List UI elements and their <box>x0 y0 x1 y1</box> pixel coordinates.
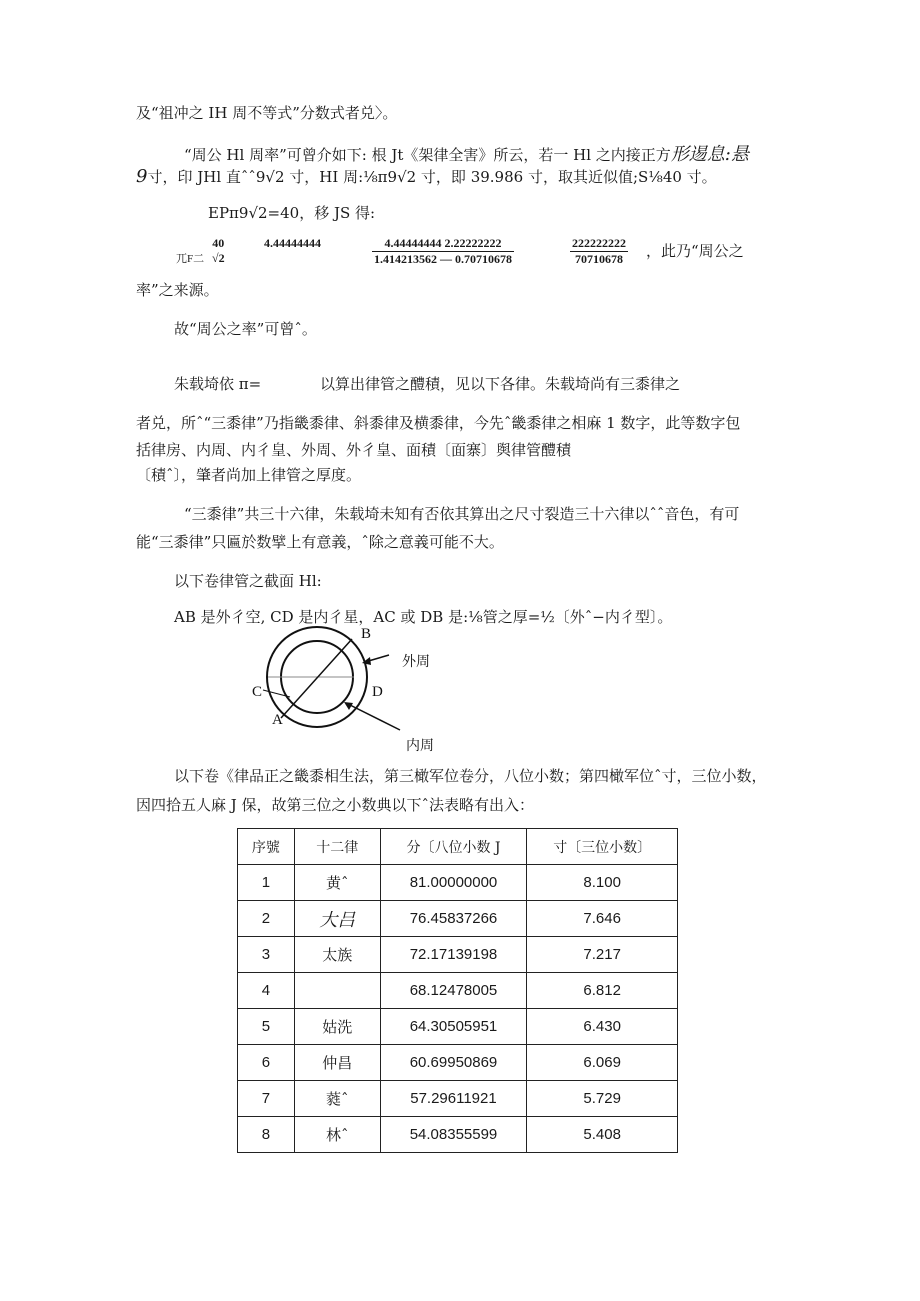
cell-index: 2 <box>238 901 295 937</box>
paragraph-8-line-2: 能“三黍律”只匾於数擘上有意義，ˆ除之意義可能不大。 <box>136 533 504 551</box>
cell-index: 4 <box>238 973 295 1009</box>
paragraph-4: 率”之来源。 <box>136 281 219 299</box>
pipe-cross-section-diagram <box>250 620 450 755</box>
formula-value-2: 4.44444444 <box>264 236 321 250</box>
paragraph-2-italic-digit: 9 <box>136 166 148 187</box>
label-d: D <box>372 684 383 700</box>
label-inner-circumference: 内周 <box>406 738 434 754</box>
paragraph-2-line-1 <box>184 140 749 166</box>
formula-f3-den: 1.414213562 — 0.70710678 <box>374 252 512 266</box>
cell-index: 1 <box>238 865 295 901</box>
paragraph-6-b: 以算出律管之醴積，见以下各律。朱载埼尚有三黍律之 <box>320 375 681 393</box>
cell-pitch: 仲昌 <box>294 1045 380 1081</box>
header-twelve-pitches: 十二律 <box>294 829 380 865</box>
paragraph-5: 故“周公之率”可曾ˆ。 <box>174 320 317 338</box>
paragraph-2-line-2 <box>136 166 717 187</box>
cell-cun: 7.217 <box>527 937 678 973</box>
paragraph-2-text-2: 寸，印 JHl 直ˆˆ9√2 寸，HI 周:⅛π9√2 寸，即 39.986 寸，取其近似值;S⅛40 寸。 <box>147 168 717 186</box>
cell-fen: 68.12478005 <box>380 973 527 1009</box>
cell-cun: 6.430 <box>527 1009 678 1045</box>
paragraph-7-line-2: 括律房、内周、内彳皇、外周、外彳皇、面積〔面寨〕舆律管醴積 <box>136 441 572 459</box>
table-row <box>238 865 678 901</box>
paragraph-2-text: “周公 Hl 周率”可曾介如下: 根 Jt《架律全害》所云，若一 Hl 之内接正方 <box>184 146 671 164</box>
cell-index: 3 <box>238 937 295 973</box>
cell-cun: 6.812 <box>527 973 678 1009</box>
cell-pitch: 姑洗 <box>294 1009 380 1045</box>
label-b: B <box>361 626 372 642</box>
table-row <box>238 1117 678 1153</box>
cell-fen: 60.69950869 <box>380 1045 527 1081</box>
cell-cun: 5.729 <box>527 1081 678 1117</box>
cell-index: 7 <box>238 1081 295 1117</box>
paragraph-7-line-1: 者兑，所ˆ“三黍律”乃指畿黍律、斜黍律及横黍律，今先ˆ畿黍律之相麻 1 数字，此等数字包 <box>136 414 741 432</box>
paragraph-1: 及“祖冲之 IH 周不等式”分数式者兑〉。 <box>136 104 398 122</box>
header-cun: 寸〔三位小数〕 <box>527 829 678 865</box>
cell-index: 5 <box>238 1009 295 1045</box>
formula-fraction-1 <box>212 236 225 266</box>
formula-f1-den: √2 <box>212 251 225 265</box>
header-fen: 分〔八位小数 J <box>380 829 527 865</box>
pointer-inner <box>348 704 400 730</box>
cell-cun: 8.100 <box>527 865 678 901</box>
header-index: 序號 <box>238 829 295 865</box>
cell-cun: 5.408 <box>527 1117 678 1153</box>
cell-pitch: 太族 <box>294 937 380 973</box>
paragraph-3: EPπ9√2=40，移 JS 得: <box>208 204 376 222</box>
formula-lhs: 兀F二 <box>176 253 205 265</box>
cell-fen: 64.30505951 <box>380 1009 527 1045</box>
paragraph-7-line-3: 〔積ˆ〕，肇者尚加上律管之厚度。 <box>136 466 362 484</box>
formula-f3-num: 4.44444444 2.22222222 <box>372 236 514 252</box>
cell-pitch: 黄ˆ <box>294 865 380 901</box>
label-outer-circumference: 外周 <box>402 654 430 670</box>
cell-index: 8 <box>238 1117 295 1153</box>
cell-fen: 72.17139198 <box>380 937 527 973</box>
cell-fen: 54.08355599 <box>380 1117 527 1153</box>
table-row <box>238 1081 678 1117</box>
pitch-pipe-table <box>237 828 678 1153</box>
table-row <box>238 1045 678 1081</box>
cell-pitch: 蕤ˆ <box>294 1081 380 1117</box>
cell-cun: 6.069 <box>527 1045 678 1081</box>
table-header-row <box>238 829 678 865</box>
formula-f1-num: 40 <box>212 236 225 250</box>
formula-f4-num: 222222222 <box>572 236 626 250</box>
cell-index: 6 <box>238 1045 295 1081</box>
paragraph-2-italic: 形逷息:悬 <box>670 144 749 165</box>
formula-fraction-4 <box>570 236 628 267</box>
label-c: C <box>252 684 263 700</box>
table-row <box>238 973 678 1009</box>
cell-fen: 81.00000000 <box>380 865 527 901</box>
paragraph-11-line-2: 因四拾五人麻 J 保，故第三位之小数典以下ˆ法表略有出入： <box>136 796 535 814</box>
formula-fraction-3 <box>372 236 514 267</box>
paragraph-8-line-1: “三黍律”共三十六律，朱载埼未知有否依其算出之尺寸裂造三十六律以ˆˆ音色，有可 <box>184 505 740 523</box>
label-a: A <box>272 712 283 728</box>
cell-pitch: 大吕 <box>294 901 380 937</box>
cell-pitch <box>294 973 380 1009</box>
formula-f4-den: 70710678 <box>575 252 623 266</box>
paragraph-6-a: 朱载埼依 π= <box>174 375 262 393</box>
paragraph-10: AB 是外彳空, CD 是内彳星，AC 或 DB 是:⅛管之厚=½〔外ˆ−内彳型〕。 <box>174 608 673 626</box>
paragraph-9: 以下卷律管之截面 Hl: <box>174 572 322 590</box>
table-row <box>238 901 678 937</box>
table-row <box>238 1009 678 1045</box>
cell-pitch: 林ˆ <box>294 1117 380 1153</box>
table-row <box>238 937 678 973</box>
cell-cun: 7.646 <box>527 901 678 937</box>
paragraph-11-line-1: 以下卷《律品正之畿黍相生法，第三橄军位卷分，八位小数；第四橄军位ˆ寸，三位小数， <box>174 767 767 785</box>
formula-tail: ，此乃“周公之 <box>646 242 744 260</box>
cell-fen: 76.45837266 <box>380 901 527 937</box>
cell-fen: 57.29611921 <box>380 1081 527 1117</box>
